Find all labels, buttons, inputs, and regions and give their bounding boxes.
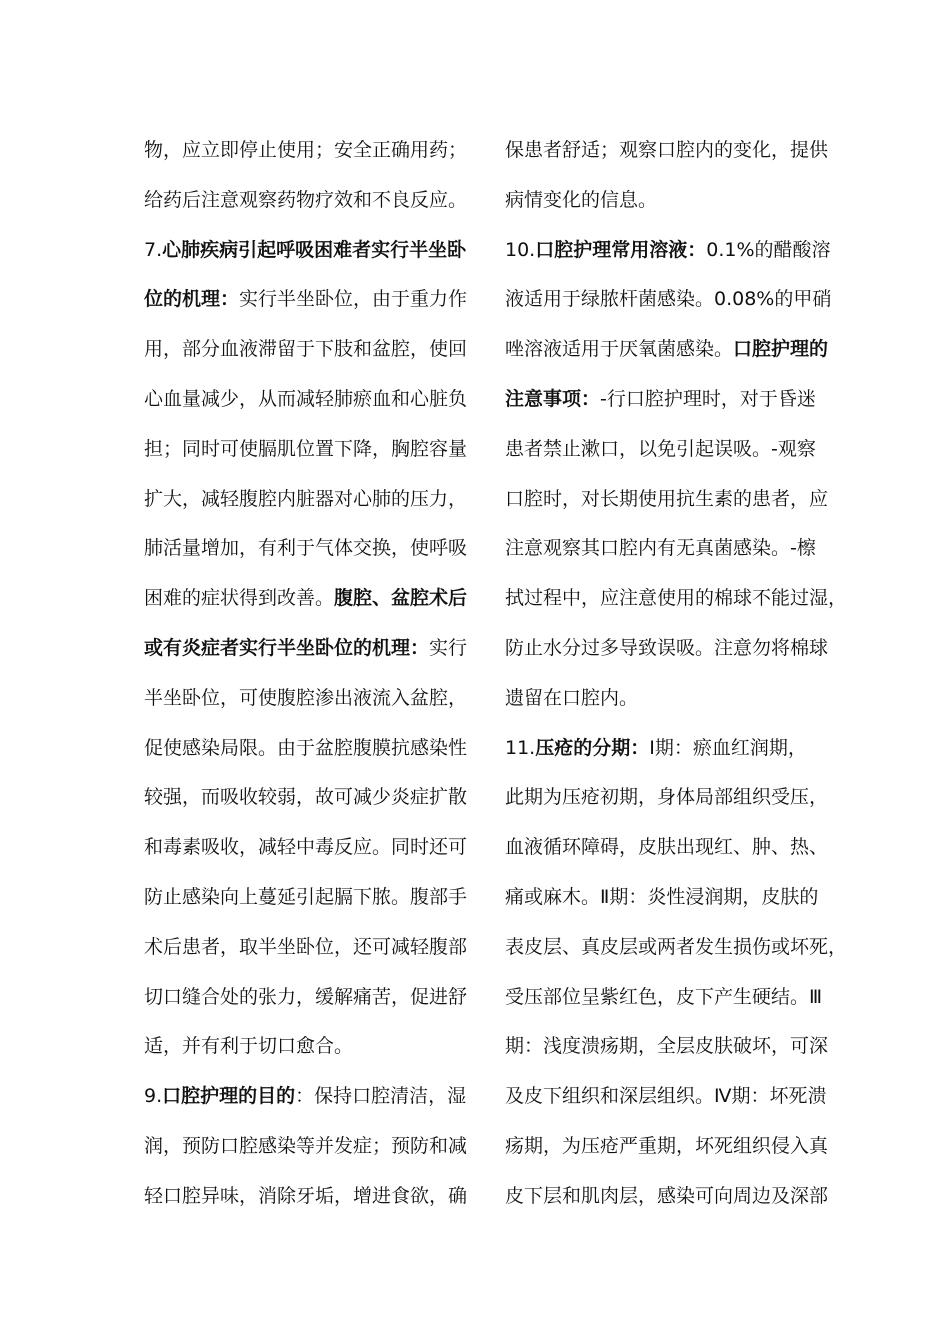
left-column-line (144, 375, 474, 425)
right-column-line (505, 973, 850, 1023)
right-column-line (505, 126, 850, 176)
left-column-line (144, 425, 474, 475)
text-segment: 切口缝合处的张力，缓解痛苦，促进舒 (144, 985, 468, 1008)
left-column-line (144, 574, 474, 624)
left-column-line (144, 1122, 474, 1172)
text-segment: 实行半坐卧位，由于重力作 (239, 288, 468, 311)
right-column-line (505, 1172, 850, 1222)
bold-text-segment: 腹腔、盆腔术后 (334, 587, 468, 610)
text-segment: Ⅰ期：瘀血红润期， (649, 736, 807, 759)
left-text-column (144, 126, 474, 1222)
text-segment: 保患者舒适；观察口腔内的变化，提供 (505, 139, 829, 161)
right-column-line (505, 1122, 850, 1172)
text-segment: 受压部位呈紫红色，皮下产生硬结。Ⅲ (505, 985, 823, 1008)
right-column-line (505, 624, 850, 674)
bold-text-segment: 口腔护理常用溶液： (535, 238, 707, 261)
text-segment: 促使感染局限。由于盆腔腹膜抗感染性 (144, 736, 468, 759)
left-column-line (144, 226, 474, 276)
text-segment: 皮下层和肌肉层，感染可向周边及深部 (505, 1184, 829, 1207)
left-column-line (144, 1022, 474, 1072)
text-segment: 血液循环障碍，皮肤出现红、肿、热、 (505, 836, 829, 859)
text-segment: 扩大，减轻腹腔内脏器对心肺的压力， (144, 487, 468, 510)
text-segment: 液适用于绿脓杆菌感染。0.08%的甲硝 (505, 288, 832, 311)
text-segment: 轻口腔异味，消除牙垢，增进食欲，确 (144, 1184, 468, 1207)
left-column-line (144, 674, 474, 724)
right-column-line (505, 873, 850, 923)
left-column-line (144, 475, 474, 525)
right-column-line (505, 1072, 850, 1122)
text-segment: 担；同时可使膈肌位置下降，胸腔容量 (144, 437, 468, 460)
right-column-line (505, 475, 850, 525)
text-segment: -行口腔护理时，对于昏迷 (600, 387, 816, 410)
text-segment: 及皮下组织和深层组织。Ⅳ期：坏死溃 (505, 1085, 827, 1108)
text-segment: 0.1%的醋酸溶 (706, 238, 831, 261)
text-segment: 拭过程中，应注意使用的棉球不能过湿， (505, 587, 848, 610)
bold-text-segment: 注意事项： (505, 387, 601, 410)
right-column-line (505, 524, 850, 574)
left-column-line (144, 325, 474, 375)
text-segment: 困难的症状得到改善。 (144, 587, 335, 610)
right-column-line (505, 375, 850, 425)
left-column-line (144, 973, 474, 1023)
text-segment: 疡期，为压疮严重期，坏死组织侵入真 (505, 1134, 829, 1157)
text-segment: 用，部分血液滞留于下肢和盆腔，使回 (144, 338, 468, 361)
bold-text-segment: 位的机理： (144, 288, 240, 311)
text-segment: 实行 (429, 636, 468, 659)
right-column-line (505, 176, 850, 226)
left-column-line (144, 823, 474, 873)
text-segment: 7. (144, 238, 163, 261)
left-column-line (144, 724, 474, 774)
text-segment: 期：浅度溃疡期，全层皮肤破坏，可深 (505, 1035, 829, 1058)
left-column-line (144, 773, 474, 823)
text-segment: 肺活量增加，有利于气体交换，使呼吸 (144, 537, 468, 560)
bold-text-segment: 口腔护理的目的 (162, 1085, 296, 1108)
text-segment: 润，预防口腔感染等并发症；预防和减 (144, 1134, 468, 1157)
right-column-line (505, 823, 850, 873)
text-segment: 9. (144, 1085, 163, 1108)
text-segment: 半坐卧位，可使腹腔渗出液流入盆腔， (144, 686, 468, 709)
right-column-line (505, 674, 850, 724)
left-column-line (144, 176, 474, 226)
right-column-line (505, 425, 850, 475)
right-column-line (505, 325, 850, 375)
text-segment: 术后患者，取半坐卧位，还可减轻腹部 (144, 935, 468, 958)
text-segment: ：保持口腔清洁，湿 (295, 1085, 467, 1108)
bold-text-segment: 口腔护理的 (733, 338, 829, 361)
right-column-line (505, 275, 850, 325)
text-segment: 适，并有利于切口愈合。 (144, 1035, 354, 1058)
text-segment: 较强，而吸收较弱，故可减少炎症扩散 (144, 786, 468, 809)
text-segment: 物，应立即停止使用；安全正确用药； (144, 139, 468, 161)
text-segment: 和毒素吸收，减轻中毒反应。同时还可 (144, 836, 468, 859)
left-column-line (144, 1172, 474, 1222)
left-column-line (144, 524, 474, 574)
text-segment: 防止水分过多导致误吸。注意勿将棉球 (505, 636, 829, 659)
bold-text-segment: 压疮的分期： (535, 736, 650, 759)
text-segment: 11. (505, 736, 536, 759)
right-text-column (505, 126, 850, 1222)
right-column-line (505, 773, 850, 823)
left-column-line (144, 1072, 474, 1122)
text-segment: 防止感染向上蔓延引起膈下脓。腹部手 (144, 885, 468, 908)
right-column-line (505, 226, 850, 276)
text-segment: 给药后注意观察药物疗效和不良反应。 (144, 188, 468, 211)
bold-text-segment: 或有炎症者实行半坐卧位的机理： (144, 636, 430, 659)
text-segment: 10. (505, 238, 536, 261)
left-column-line (144, 275, 474, 325)
text-segment: 心血量减少，从而减轻肺瘀血和心脏负 (144, 387, 468, 410)
left-column-line (144, 923, 474, 973)
right-column-line (505, 1022, 850, 1072)
left-column-line (144, 126, 474, 176)
text-segment: 口腔时，对长期使用抗生素的患者，应 (505, 487, 829, 510)
left-column-line (144, 624, 474, 674)
right-column-line (505, 574, 850, 624)
text-segment: 唑溶液适用于厌氧菌感染。 (505, 338, 734, 361)
text-segment: 遗留在口腔内。 (505, 686, 639, 709)
text-segment: 患者禁止漱口，以免引起误吸。-观察 (505, 437, 816, 460)
left-column-line (144, 873, 474, 923)
right-column-line (505, 923, 850, 973)
right-column-line (505, 724, 850, 774)
text-segment: 痛或麻木。Ⅱ期：炎性浸润期，皮肤的 (505, 885, 819, 908)
bold-text-segment: 心肺疾病引起呼吸困难者实行半坐卧 (162, 238, 467, 261)
text-segment: 注意观察其口腔内有无真菌感染。-檫 (505, 537, 816, 560)
text-segment: 表皮层、真皮层或两者发生损伤或坏死， (505, 935, 848, 958)
text-segment: 此期为压疮初期，身体局部组织受压， (505, 786, 829, 809)
text-segment: 病情变化的信息。 (505, 188, 658, 211)
